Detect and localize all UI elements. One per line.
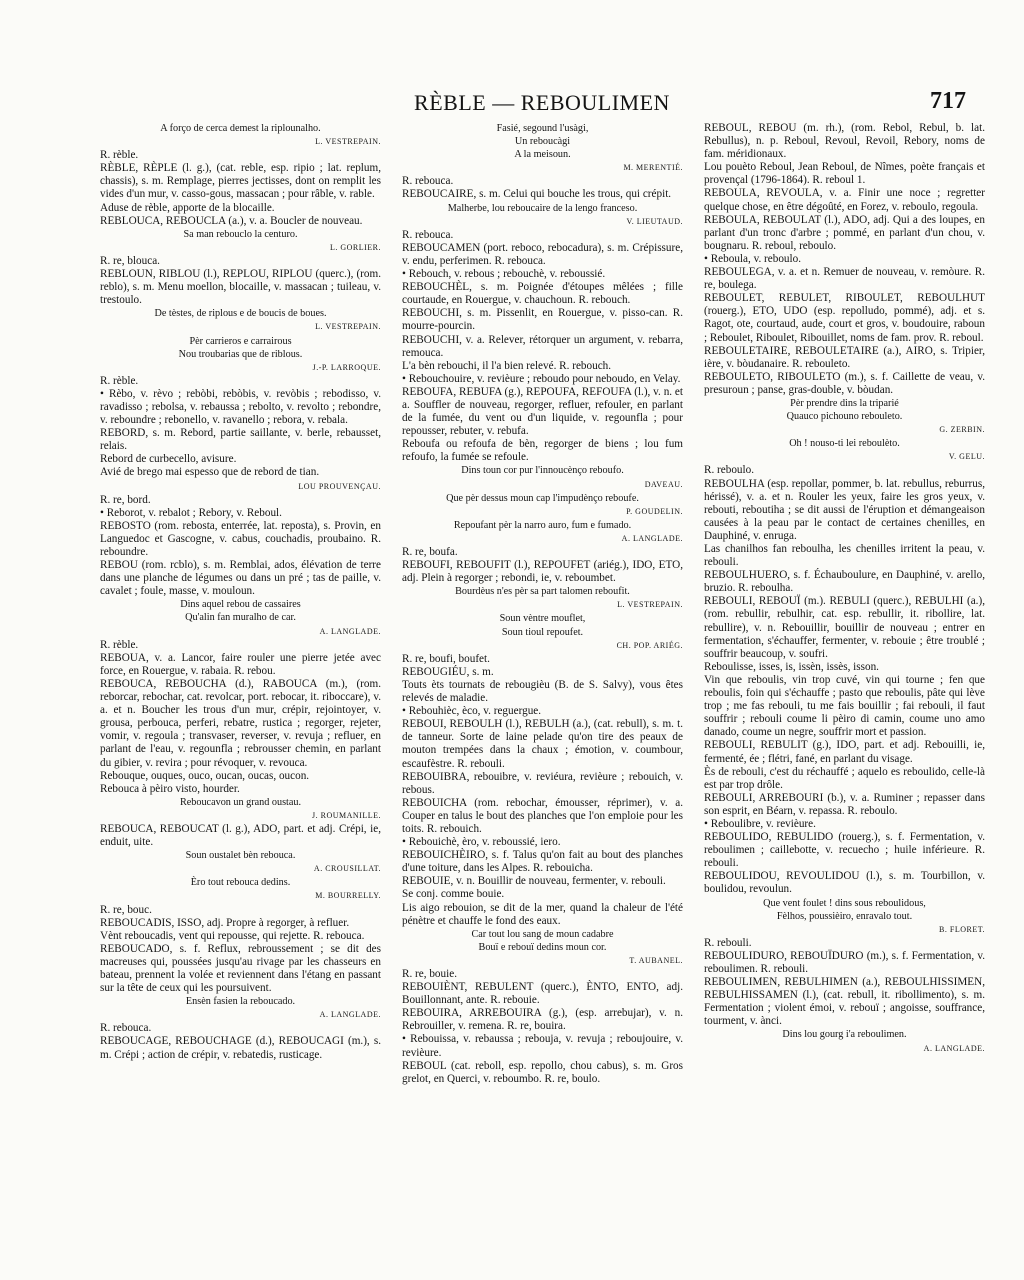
- quotation-line: Èro tout reboucа dedins.: [190, 877, 291, 889]
- dictionary-entry: REBOUCAMEN (port. reboco, rebocadura), s. m. Crépissure, v. endu, perferimen. R. rebouca.: [402, 241, 683, 267]
- dictionary-entry: • Reborot, v. rebalot ; Rebory, v. Reboul.: [100, 506, 282, 519]
- dictionary-entry: REBOUICHÈIRO, s. f. Talus qu'on fait au bout des planches d'une toiture, dans les Alpes. R. rebouicha.: [402, 849, 683, 875]
- dictionary-entry: REBOUCADO, s. f. Reflux, rebroussement ; se dit des macreuses qui, poussées jusqu'au rivage par les chasseurs en bateau, prennent la volée et reviennent dans l'étang en passant sur la tête de ceux qui les poursuivent.: [100, 942, 381, 995]
- dictionary-entry: REBOUCAGE, REBOUCHAGE (d.), REBOUCAGI (m.), s. m. Crépi ; action de crépir, v. rebatedis, rusticage.: [100, 1035, 381, 1061]
- dictionary-entry: REBOULHA (esp. repollar, pommer, b. lat. rebullus, reburrus, hérissé), v. a. et n. Rouler les yeux, faire les gros yeux, v. rebouti, reboutiha ; se dit aussi de l'éruption et démangeaison causées à la peau par le contact de certaines chenilles, en Dauphiné, v. enruga.: [704, 477, 985, 542]
- quotation-line: A la meisoun.: [514, 149, 571, 161]
- dictionary-entry: REBLOUN, RIBLOU (l.), REPLOU, RIPLOU (querc.), (rom. reblo), s. m. Menu moellon, blocaille, v. massacan ; tuileau, v. trestoulo.: [100, 268, 381, 307]
- quotation-line: Dins aquel rebou de cassaires: [180, 599, 301, 611]
- dictionary-entry: REBOUCA, REBOUCHA (d.), RABOUCA (m.), (rom. reborcar, rebochar, cat. revolcar, port. rebocar, it. riboccare), v. a. et n. Boucher les trous d'un mur, crépir, rejointoyer, v. grousa, perbouca, perferi, rebatre, rustica ; regorger, rejeter, vomir, v. regoula ; transvaser, reverser, v. revuja ; refluer, en parlant de l'eau, v. regounfla ; rebrousser chemin, en parlant du gibier, v. revira ; pour révoquer, v. revouca.: [100, 677, 381, 769]
- dictionary-entry: Se conj. comme bouie.: [402, 888, 505, 901]
- dictionary-entry: • Rebouhièc, èco, v. reguergue.: [402, 705, 542, 718]
- citation-author: G. ZERBIN.: [939, 425, 985, 435]
- dictionary-entry: REBOULEGA, v. a. et n. Remuer de nouveau, v. remòure. R. re, boulega.: [704, 266, 985, 292]
- dictionary-entry: Avié de brego mai espesso que de rebord de tian.: [100, 466, 320, 479]
- quotation-line: Bouï e rebouï dedins moun cor.: [478, 941, 607, 953]
- dictionary-entry: R. rebouca.: [402, 228, 454, 241]
- citation-author: LOU PROUVENÇAU.: [298, 481, 381, 491]
- citation-author: J. ROUMANILLE.: [312, 810, 381, 820]
- dictionary-entry: REBOUCADIS, ISSO, adj. Propre à regorger, à refluer.: [100, 916, 350, 929]
- dictionary-entry: • Rebouchouire, v. revièure ; reboudo pour neboudo, en Velay.: [402, 372, 681, 385]
- dictionary-entry: REBOU (rom. rcblo), s. m. Remblai, ados, élévation de terre dans une planche de légumes ou dans un pré ; tas de paille, v. cavalet ; foule, masse, v. mouloun.: [100, 559, 381, 598]
- dictionary-entry: REBOULETO, RIBOULETO (m.), s. f. Caillette de veau, v. presuroun ; panse, gras-double, v. bòudan.: [704, 370, 985, 396]
- dictionary-entry: REBOULI, ARREBOURI (b.), v. a. Ruminer ; repasser dans son esprit, en Béarn, v. repassa. R. reboulo.: [704, 791, 985, 817]
- dictionary-entry: REBOULET, REBULET, RIBOULET, REBOULHUT (rouerg.), ETO, UDO (esp. repolludo, pommé), adj. et s. Ragot, ote, courtaud, aude, court et gros, v. boudouire, raboun ; Reboulet, Riboulet, Ribouillet, noms de fam. prov. R. reboul.: [704, 292, 985, 344]
- column-3: [704, 122, 985, 1222]
- column-2: [402, 122, 683, 1222]
- quotation-line: Quauco pichouno rebouleto.: [786, 411, 903, 423]
- dictionary-entry: REBOUI, REBOULH (l.), REBULH (a.), (cat. rebull), s. m. t. de tanneur. Sorte de laine pelade qu'on tire des peaux de mouton trempées dans la chaux ; émotion, v. coumbour, escaufèstre. R. rebouli.: [402, 718, 683, 770]
- quotation-line: Dins lou gourg i'a reboulimen.: [782, 1029, 907, 1041]
- quotation-line: Pèr prendre dins la triparié: [790, 397, 899, 409]
- dictionary-entry: R. re, boufi, boufet.: [402, 652, 490, 665]
- dictionary-entry: REBOULA, REBOULAT (l.), ADO, adj. Qui a des loupes, en parlant d'un tronc d'arbre ; pommé, en parlant d'un chou, v. bougnaru. R. reboul, reboulo.: [704, 213, 985, 252]
- citation-author: L. VESTREPAIN.: [315, 137, 381, 147]
- dictionary-entry: Rebouca à pèiro visto, hourder.: [100, 782, 240, 795]
- dictionary-entry: REBOULHUERO, s. f. Échauboulure, en Dauphiné, v. arello, bruzio. R. reboulha.: [704, 569, 985, 595]
- citation-author: V. LIEUTAUD.: [626, 216, 683, 226]
- dictionary-entry: R. rebouca.: [402, 175, 454, 188]
- dictionary-entry: • Rebouissa, v. rebaussa ; rebouja, v. revuja ; reboujouire, v. revièure.: [402, 1033, 683, 1059]
- dictionary-entry: REBOUFA, REBUFA (g.), REPOUFA, REFOUFA (l.), v. n. et a. Souffler de nouveau, regorger, refluer, refouler, en parlant de la fumée, du vent ou d'un liquide, v. regounfla ; pour repousser, rebuter, v. rebufa.: [402, 385, 683, 438]
- quotation-line: Soun vèntre mouflet,: [499, 613, 586, 625]
- quotation-line: Sa man rebouclo la centuro.: [183, 228, 298, 240]
- dictionary-entry: REBOUCHI, s. m. Pissenlit, en Rouergue, v. pisso-can. R. mourre-pourcin.: [402, 307, 683, 333]
- dictionary-entry: • Reboulibre, v. revièure.: [704, 817, 816, 830]
- dictionary-entry: REBOUIRA, ARREBOUIRA (g.), (esp. arrebujar), v. n. Rebrouiller, v. remena. R. re, bouira.: [402, 1007, 683, 1033]
- citation-author: CH. POP. ARIÉG.: [616, 640, 683, 650]
- citation-author: L. VESTREPAIN.: [617, 600, 683, 610]
- dictionary-entry: Rebouque, ouques, ouco, oucan, oucas, oucon.: [100, 769, 310, 782]
- dictionary-entry: R. rebouca.: [100, 1022, 152, 1035]
- dictionary-entry: R. rèble.: [100, 374, 139, 387]
- quotation-line: Fasié, segound l'usàgi,: [496, 123, 589, 134]
- quotation-line: Soun tioul repoufet.: [501, 626, 584, 638]
- dictionary-entry: • Rebouichè, èro, v. reboussié, iero.: [402, 836, 561, 849]
- dictionary-entry: REBOUIE, v. n. Bouillir de nouveau, fermenter, v. rebouli.: [402, 875, 666, 888]
- dictionary-entry: R. re, boufa.: [402, 546, 458, 558]
- page-number: 717: [930, 88, 966, 114]
- dictionary-entry: R. rèble.: [100, 149, 139, 162]
- dictionary-entry: R. re, bouc.: [100, 903, 152, 916]
- running-title: RÈBLE — REBOULIMEN: [414, 90, 670, 115]
- citation-author: L. GORLIER.: [329, 242, 381, 252]
- dictionary-entry: Las chanilhos fan reboulha, les chenilles irritent la peau, v. rebouli.: [704, 543, 985, 569]
- quotation-line: Fèlhos, poussièiro, enravalo tout.: [776, 910, 913, 922]
- dictionary-entry: REBOSTO (rom. rebosta, enterrée, lat. reposta), s. Provin, en Languedoc et Gascogne, v. cabus, couchadis, proubaino. R. reboundre.: [100, 519, 381, 558]
- quotation-line: Que pèr dessus moun cap l'impudènço reboufe.: [446, 492, 639, 504]
- citation-author: A. LANGLADE.: [621, 533, 683, 543]
- quotation-line: De tèstes, de riplous e de boucis de boues.: [154, 308, 327, 320]
- dictionary-entry: REBOULIDO, REBULIDO (rouerg.), s. f. Fermentation, v. reboulimen ; caillebotte, v. recuecho ; huile inférieure. R. rebouli.: [704, 831, 985, 870]
- citation-author: A. LANGLADE.: [923, 1043, 985, 1053]
- dictionary-entry: R. re, bord.: [100, 493, 151, 506]
- dictionary-entry: Touts èts tournats de rebougièu (B. de S. Salvy), vous êtes relevés de maladie.: [402, 678, 683, 705]
- dictionary-entry: REBOULIMEN, REBULHIMEN (a.), REBOULHISSIMEN, REBULHISSAMEN (l.), (cat. rebull, it. ribollimento), s. m. Fermentation ; violent émoi, v. rebouï ; angoisse, souffrance, tourment, v. ànci.: [704, 976, 985, 1028]
- quotation-line: Nou troubarias que de riblous.: [178, 348, 303, 360]
- dictionary-entry: • Rèbo, v. rèvo ; rebòbi, rebòbis, v. revòbis ; rebodisso, v. ravadisso ; rebolsa, v. rebaussa ; rebolto, v. revolto ; rebondre, v. reboundre ; rebonello, v. ravanello ; rebora, v. rebala.: [100, 387, 381, 427]
- quotation-line: A forço de cerca demest la riplounalho.: [160, 123, 321, 134]
- dictionary-entry: Aduse de rèble, apporte de la blocaille.: [100, 201, 275, 214]
- dictionary-entry: R. rebouli.: [704, 936, 752, 949]
- quotation-line: Reboucavon un grand oustau.: [179, 796, 302, 808]
- dictionary-entry: Lou pouèto Reboul, Jean Reboul, de Nîmes, poète français et provençal (1796-1864). R. reboul 1.: [704, 161, 985, 187]
- citation-author: DAVEAU.: [644, 479, 683, 489]
- dictionary-entry: Vin que reboulis, vin trop cuvé, vin qui tourne ; fen que reboulis, foin qui s'échauffe ; pasto que reboulis, pâte qui lève trop ; me fas rebouli, tu me fais bouillir ; fai rebouli, il faut souffrir ; rebouli coume li pèiro di camin, coume uno amo danado, coume un negre, souffrir mort et passion.: [704, 673, 985, 739]
- dictionary-entry: REBOULI, REBULIT (g.), IDO, part. et adj. Rebouilli, ie, fermenté, ée ; flétri, fané, en parlant du visage.: [704, 739, 985, 765]
- dictionary-entry: Lis aigo rebouion, se dit de la mer, quand la chaleur de l'été pénètre et chauffe le fond des eaux.: [402, 901, 683, 927]
- dictionary-entry: R. rèble.: [100, 638, 139, 651]
- citation-author: B. FLORET.: [939, 924, 985, 934]
- dictionary-entry: L'a bèn rebouchi, il l'a bien relevé. R. rebouch.: [402, 359, 612, 372]
- dictionary-entry: R. re, blouca.: [100, 254, 160, 267]
- dictionary-entry: REBOUCAIRE, s. m. Celui qui bouche les trous, qui crépit.: [402, 188, 672, 201]
- citation-author: P. GOUDELIN.: [626, 506, 683, 516]
- citation-author: V. GELU.: [948, 452, 985, 462]
- dictionary-entry: R. re, bouie.: [402, 968, 457, 980]
- quotation-line: Ensèn fasien la reboucado.: [185, 996, 296, 1008]
- dictionary-entry: REBORD, s. m. Rebord, partie saillante, v. berle, rebausset, relais.: [100, 427, 381, 453]
- quotation-line: Que vent foulet ! dins sous reboulidous,: [763, 897, 926, 909]
- quotation-line: Pèr carrieros e carrairous: [189, 335, 292, 347]
- dictionary-entry: REBOUFI, REBOUFIT (l.), REPOUFET (ariég.), IDO, ETO, adj. Plein à regorger ; rebondi, ie, v. reboumbet.: [402, 559, 683, 585]
- dictionary-entry: REBOULETAIRE, REBOULETAIRE (a.), AIRO, s. Tripier, ière, v. bòudanaire. R. rebouleto.: [704, 344, 985, 370]
- citation-author: L. VESTREPAIN.: [315, 322, 381, 332]
- citation-author: A. CROUSILLAT.: [313, 864, 381, 874]
- citation-author: M. MERENTIÉ.: [623, 163, 683, 173]
- dictionary-entry: R. reboulo.: [704, 464, 755, 477]
- dictionary-entry: REBOUGIÉU, s. m.: [402, 665, 494, 678]
- dictionary-entry: • Rebouch, v. rebous ; rebouchè, v. reboussié.: [402, 268, 606, 281]
- dictionary-entry: Ès de rebouli, c'est du réchauffé ; aquelo es reboulido, celle-là est par trop drôle.: [704, 765, 985, 791]
- dictionary-entry: REBOUCHI, v. a. Relever, rétorquer un argument, v. rebarra, remouca.: [402, 333, 683, 359]
- citation-author: T. AUBANEL.: [629, 955, 683, 965]
- quotation-line: Qu'alin fan muralho de car.: [185, 612, 296, 624]
- quotation-line: Dins toun cor pur l'innoucènço reboufo.: [461, 465, 624, 477]
- quotation-line: Car tout lou sang de moun cadabre: [471, 928, 614, 940]
- citation-author: A. LANGLADE.: [319, 626, 381, 636]
- quotation-line: Bourdèus n'es pèr sa part talomen reboufit.: [455, 586, 630, 598]
- dictionary-entry: REBOUL, REBOU (m. rh.), (rom. Rebol, Rebul, b. lat. Rebullus), n. p. Reboul, Revoul, Revoil, Rebory, noms de fam. méridionaux.: [704, 122, 985, 161]
- quotation-line: Un reboucàgi: [514, 136, 571, 148]
- dictionary-entry: • Reboula, v. reboulo.: [704, 252, 802, 265]
- dictionary-entry: REBOUA, v. a. Lancor, faire rouler une pierre jetée avec force, en Rouergue, v. rabaia. R. rebou.: [100, 651, 381, 677]
- dictionary-entry: Reboulisse, isses, is, issèn, issès, isson.: [704, 660, 879, 673]
- column-1: [100, 122, 381, 1222]
- dictionary-entry: REBOUIBRA, rebouibre, v. reviéura, revièure ; rebouich, v. rebous.: [402, 770, 683, 796]
- quotation-line: Malherbe, lou reboucaire de la lengo franceso.: [447, 202, 638, 214]
- dictionary-entry: REBLOUCA, REBOUCLA (a.), v. a. Boucler de nouveau.: [100, 214, 363, 227]
- citation-author: M. BOURRELLY.: [315, 891, 381, 901]
- dictionary-entry: REBOULA, REVOULA, v. a. Finir une noce ; regretter quelque chose, en être dégoûté, en Forez, v. reboulo, regoula.: [704, 187, 985, 213]
- citation-author: J.-P. LARROQUE.: [312, 362, 381, 372]
- citation-author: A. LANGLADE.: [319, 1010, 381, 1020]
- dictionary-entry: REBOUCHÈL, s. m. Poignée d'étoupes mêlées ; fille courtaude, en Rouergue, v. chauchoun. R. rebouch.: [402, 281, 683, 307]
- dictionary-entry: REBOUL (cat. reboll, esp. repollo, chou cabus), s. m. Gros grelot, en Querci, v. reboumbo. R. re, boulo.: [402, 1059, 683, 1085]
- quotation-line: Soun oustalet bèn reboucа.: [185, 850, 296, 862]
- quotation-line: Oh ! nouso-ti lei reboulèto.: [789, 438, 900, 450]
- page-header: [100, 90, 984, 120]
- dictionary-entry: Vènt reboucadis, vent qui repousse, qui rejette. R. rebouca.: [100, 929, 365, 942]
- dictionary-entry: RÈBLE, RÈPLE (l. g.), (cat. reble, esp. ripio ; lat. replum, chassis), s. m. Remplage, pierres jectisses, dont on remplit les vides d'un mur, v. casso-gous, massacan ; pour râble, v. rable.: [100, 162, 381, 201]
- dictionary-entry: REBOULIDURO, REBOUÏDURO (m.), s. f. Fermentation, v. reboulimen. R. rebouli.: [704, 949, 985, 975]
- dictionary-columns: [100, 122, 985, 1222]
- dictionary-entry: REBOUIÈNT, REBULENT (querc.), ÈNTO, ENTO, adj. Bouillonnant, ante. R. rebouie.: [402, 981, 683, 1007]
- dictionary-entry: REBOULIDOU, REVOULIDOU (l.), s. m. Tourbillon, v. boulidou, revoulun.: [704, 870, 985, 896]
- dictionary-entry: REBOULI, REBOUÏ (m.). REBULI (querc.), REBULHI (a.), (rom. rebullir, rebulhir, cat. esp. rebullir, it. ribollire, lat. rebullire), v. n. Rebouillir, bouillir de nouveau ; entrer en fermentation, s'échauffer, fermenter, v. rebouie ; être troublé ; souffrir beaucoup, v. soufri.: [704, 595, 985, 660]
- dictionary-entry: REBOUCA, REBOUCAT (l. g.), ADO, part. et adj. Crépi, ie, enduit, uite.: [100, 822, 381, 849]
- dictionary-entry: Reboufa ou refoufa de bèn, regorger de biens ; lou fum refoufo, la fumée se refoule.: [402, 438, 683, 464]
- quotation-line: Repoufant pèr la narro auro, fum e fumado.: [453, 519, 632, 531]
- dictionary-entry: Rebord de curbecello, avisure.: [100, 453, 237, 466]
- dictionary-entry: REBOUICHA (rom. rebochar, émousser, réprimer), v. a. Couper en talus le bout des planches que l'on emploie pour les toits. R. rebouich.: [402, 796, 683, 835]
